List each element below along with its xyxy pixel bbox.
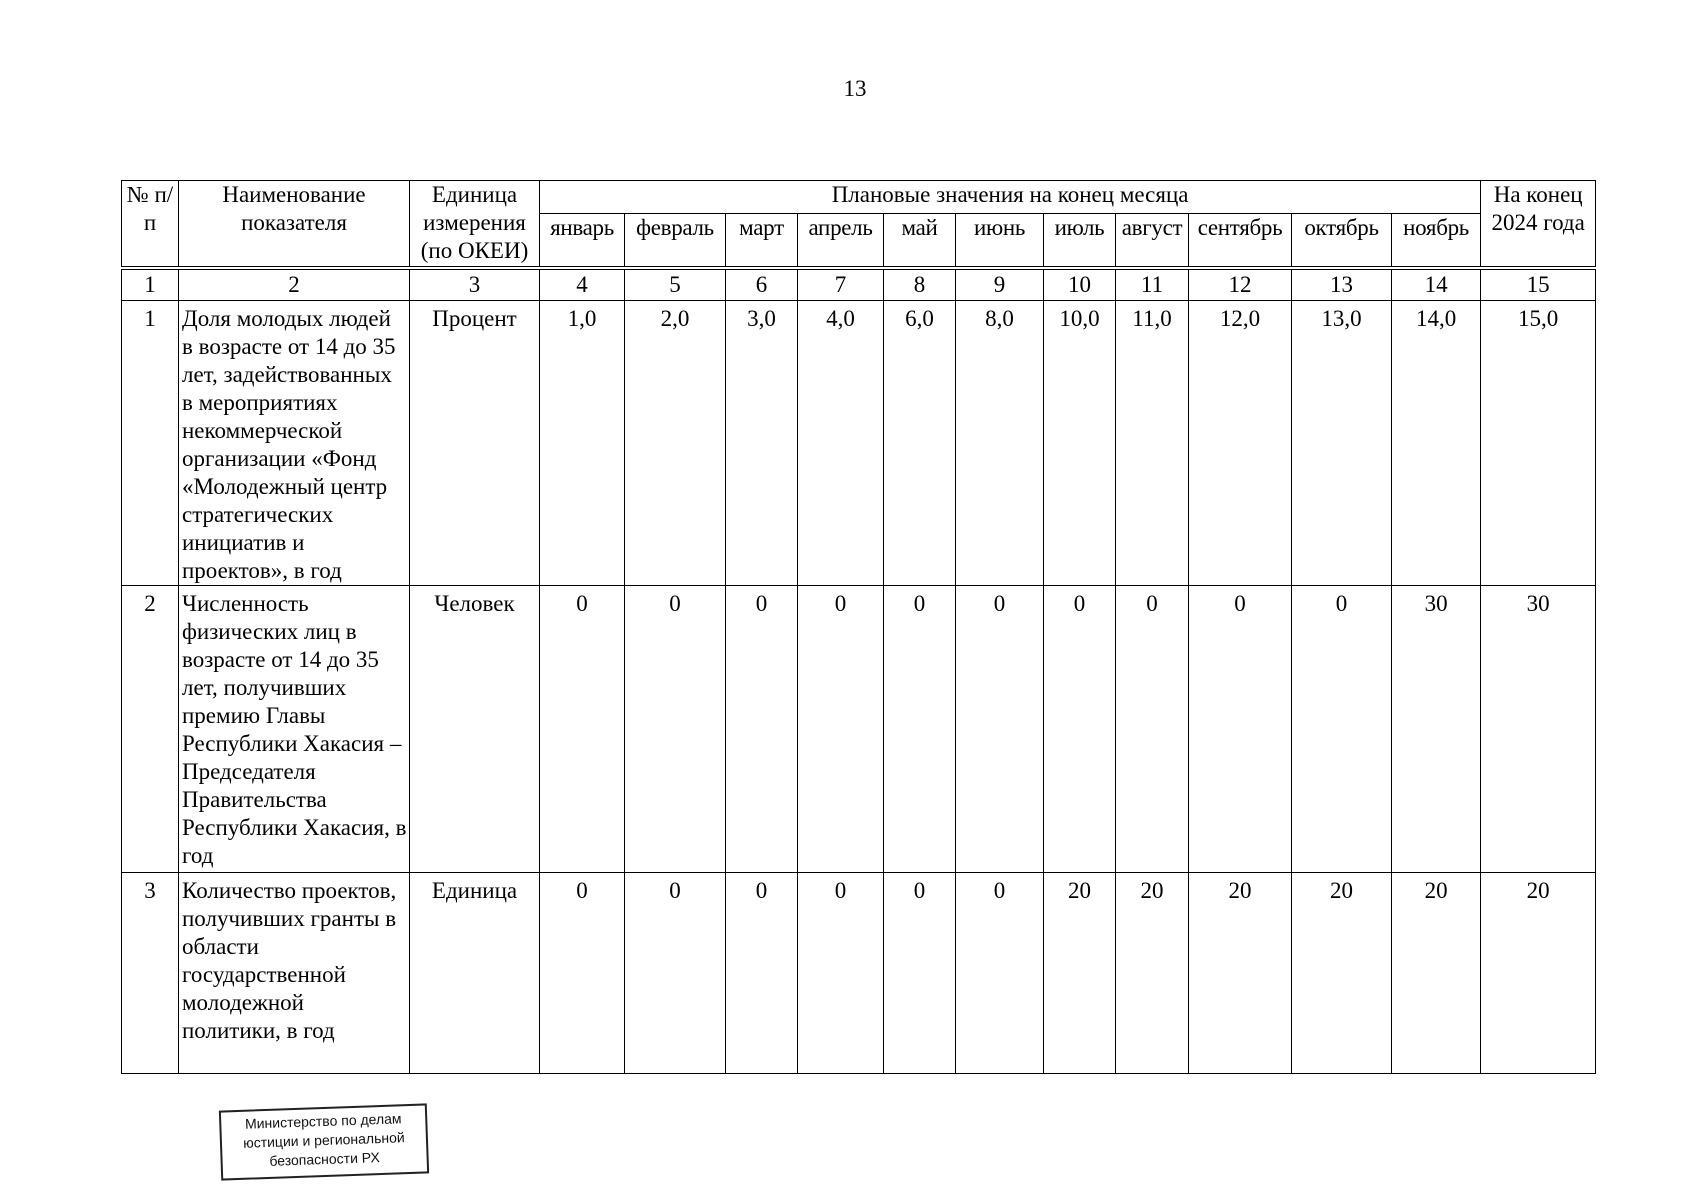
row-value: 4,0 xyxy=(798,301,884,586)
column-number: 15 xyxy=(1481,268,1596,301)
row-unit: Единица xyxy=(410,873,540,1074)
header-month: март xyxy=(726,214,798,269)
column-number: 13 xyxy=(1292,268,1392,301)
row-value: 0 xyxy=(540,873,625,1074)
header-num: № п/п xyxy=(122,181,179,269)
column-number: 14 xyxy=(1392,268,1481,301)
row-unit: Процент xyxy=(410,301,540,586)
row-value: 0 xyxy=(726,586,798,873)
row-value: 0 xyxy=(1044,586,1116,873)
row-value: 0 xyxy=(1189,586,1292,873)
row-value: 0 xyxy=(798,873,884,1074)
column-number: 1 xyxy=(122,268,179,301)
column-number: 5 xyxy=(625,268,726,301)
row-value: 0 xyxy=(1292,586,1392,873)
table-row xyxy=(122,301,1596,586)
row-value: 0 xyxy=(798,586,884,873)
row-value: 20 xyxy=(1189,873,1292,1074)
ministry-stamp xyxy=(219,1103,429,1180)
row-value: 0 xyxy=(956,586,1044,873)
header-row xyxy=(122,181,1596,214)
table-row xyxy=(122,873,1596,1074)
row-unit: Человек xyxy=(410,586,540,873)
header-month: август xyxy=(1116,214,1189,269)
header-month: июнь xyxy=(956,214,1044,269)
column-number: 4 xyxy=(540,268,625,301)
row-value: 13,0 xyxy=(1292,301,1392,586)
column-number: 9 xyxy=(956,268,1044,301)
column-number: 12 xyxy=(1189,268,1292,301)
row-num: 1 xyxy=(122,301,179,586)
row-indicator-name: Численность физических лиц в возрасте от 14 до 35 лет, получивших премию Главы Республики Хакасия – Председателя Правительства Республики Хакасия, в год xyxy=(179,586,410,873)
header-month: сентябрь xyxy=(1189,214,1292,269)
row-num: 3 xyxy=(122,873,179,1074)
header-month: апрель xyxy=(798,214,884,269)
row-value: 20 xyxy=(1292,873,1392,1074)
row-value: 0 xyxy=(1116,586,1189,873)
row-value: 30 xyxy=(1392,586,1481,873)
row-end-value: 30 xyxy=(1481,586,1596,873)
header-month: ноябрь xyxy=(1392,214,1481,269)
stamp-line: безопасности РХ xyxy=(269,1149,381,1169)
row-value: 0 xyxy=(625,873,726,1074)
column-numbers-row xyxy=(122,268,1596,301)
row-value: 20 xyxy=(1392,873,1481,1074)
row-value: 0 xyxy=(540,586,625,873)
row-value: 11,0 xyxy=(1116,301,1189,586)
header-end: На конец 2024 года xyxy=(1481,181,1596,269)
page-number: 13 xyxy=(843,76,867,101)
stamp-line: Министерство по делам xyxy=(244,1110,402,1132)
row-indicator-name: Доля молодых людей в возрасте от 14 до 35 лет, задействованных в мероприятиях некоммерческой организации «Фонд «Молодежный центр стратегических инициатив и проектов», в год xyxy=(179,301,410,586)
row-value: 0 xyxy=(625,586,726,873)
column-number: 11 xyxy=(1116,268,1189,301)
header-month: февраль xyxy=(625,214,726,269)
row-value: 6,0 xyxy=(884,301,956,586)
row-end-value: 20 xyxy=(1481,873,1596,1074)
row-value: 1,0 xyxy=(540,301,625,586)
header-plan: Плановые значения на конец месяца xyxy=(540,181,1481,214)
header-name: Наименование показателя xyxy=(179,181,410,269)
row-value: 20 xyxy=(1044,873,1116,1074)
table-row xyxy=(122,586,1596,873)
row-indicator-name: Количество проектов, получивших гранты в области государственной молодежной политики, в год xyxy=(179,873,410,1074)
header-month: июль xyxy=(1044,214,1116,269)
row-value: 2,0 xyxy=(625,301,726,586)
column-number: 7 xyxy=(798,268,884,301)
plan-values-table xyxy=(121,180,1596,1074)
header-month: май xyxy=(884,214,956,269)
column-number: 6 xyxy=(726,268,798,301)
header-month: октябрь xyxy=(1292,214,1392,269)
row-value: 0 xyxy=(956,873,1044,1074)
row-value: 8,0 xyxy=(956,301,1044,586)
row-value: 0 xyxy=(884,586,956,873)
header-month: январь xyxy=(540,214,625,269)
column-number: 3 xyxy=(410,268,540,301)
row-num: 2 xyxy=(122,586,179,873)
column-number: 8 xyxy=(884,268,956,301)
column-number: 2 xyxy=(179,268,410,301)
column-number: 10 xyxy=(1044,268,1116,301)
row-value: 14,0 xyxy=(1392,301,1481,586)
stamp-line: юстиции и региональной xyxy=(242,1129,405,1151)
row-value: 12,0 xyxy=(1189,301,1292,586)
row-value: 20 xyxy=(1116,873,1189,1074)
row-value: 0 xyxy=(726,873,798,1074)
row-value: 0 xyxy=(884,873,956,1074)
row-end-value: 15,0 xyxy=(1481,301,1596,586)
row-value: 10,0 xyxy=(1044,301,1116,586)
header-unit: Единица измерения (по ОКЕИ) xyxy=(410,181,540,269)
row-value: 3,0 xyxy=(726,301,798,586)
